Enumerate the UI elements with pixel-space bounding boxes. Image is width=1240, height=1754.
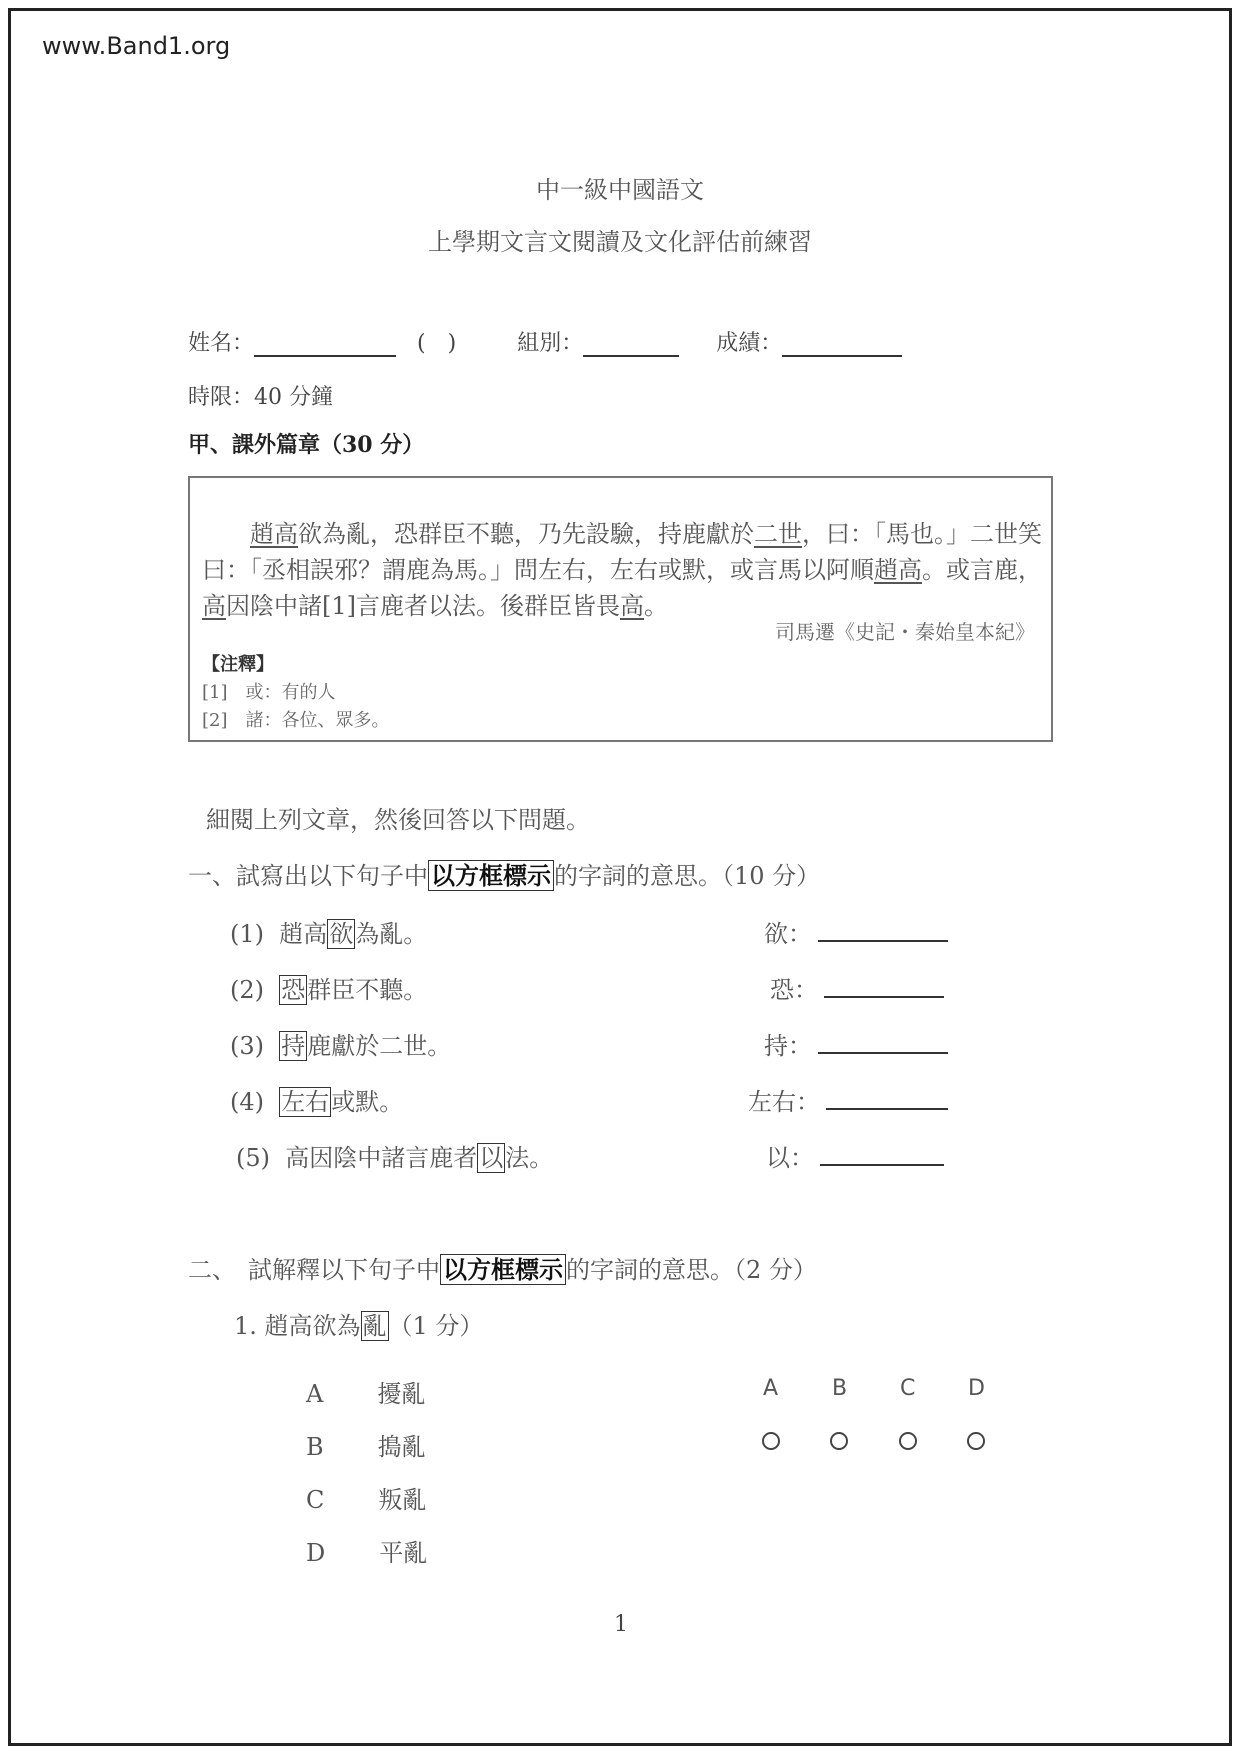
option-c: [306, 1480, 426, 1515]
option-letter: C: [306, 1486, 325, 1514]
answer-bubble-d[interactable]: [967, 1432, 985, 1450]
option-text: 叛亂: [378, 1486, 427, 1514]
passage-box: [188, 476, 1053, 742]
answer-header-b: B: [832, 1376, 848, 1401]
sub-pre: 1. 趙高欲為: [234, 1312, 361, 1340]
question-2-prompt: [188, 1250, 817, 1285]
item-post: 群臣不聽。: [307, 976, 428, 1004]
option-a: [306, 1374, 425, 1409]
q1-item-5: [236, 1138, 553, 1173]
option-letter: B: [306, 1433, 324, 1461]
answer-header-c: C: [900, 1376, 916, 1401]
title-line2: 上學期文言文閱讀及文化評估前練習: [428, 228, 812, 256]
sub-post: （1 分）: [388, 1312, 484, 1340]
answer-bubble-c[interactable]: [899, 1432, 917, 1450]
item-post: 或默。: [331, 1088, 404, 1116]
answer-label: 左右：: [748, 1088, 820, 1116]
section-a-heading: 甲、課外篇章（30 分）: [188, 432, 425, 458]
name-er-shi: 二世: [754, 520, 802, 548]
answer-bubble-a[interactable]: [762, 1432, 780, 1450]
item-post: 法。: [505, 1144, 554, 1172]
q1-item-2: [230, 970, 427, 1005]
group-field[interactable]: [583, 355, 679, 357]
answer-line[interactable]: [818, 938, 948, 942]
item-boxed-word: 以: [479, 1144, 504, 1172]
question-1-prompt: [188, 856, 820, 891]
q1-item-4: [230, 1082, 403, 1117]
instruction: 細閱上列文章，然後回答以下問題。: [206, 806, 590, 834]
q1-answer-5: [766, 1138, 944, 1173]
class-number-paren: ( ): [417, 331, 457, 356]
name-gao: 高: [620, 592, 644, 620]
q1-item-3: [230, 1026, 451, 1061]
item-post: 鹿獻於二世。: [307, 1032, 452, 1060]
option-text: 搗亂: [377, 1433, 426, 1461]
item-pre: 趙高: [279, 920, 328, 948]
q2-prefix: 二、 試解釋以下句子中: [188, 1256, 440, 1284]
answer-line[interactable]: [826, 1106, 948, 1110]
q1-answer-2: [770, 970, 944, 1005]
item-boxed-word: 持: [281, 1032, 306, 1060]
q1-answer-4: [748, 1082, 948, 1117]
item-number: (5): [236, 1144, 270, 1172]
option-text: 平亂: [379, 1539, 428, 1567]
title-line1: 中一級中國語文: [536, 176, 704, 204]
passage-seg: 。或言鹿，: [922, 556, 1042, 584]
q1-suffix: 的字詞的意思。（10 分）: [554, 862, 821, 890]
option-letter: A: [306, 1380, 324, 1408]
note-1: [1] 或：有的人: [202, 682, 336, 703]
sub-boxed-word: 亂: [362, 1312, 387, 1340]
answer-header-d: D: [968, 1376, 985, 1401]
option-d: [306, 1533, 427, 1568]
group-label: 組別：: [517, 331, 584, 356]
item-post: 為亂。: [355, 920, 428, 948]
answer-label: 以：: [766, 1144, 814, 1172]
name-zhao-gao: 趙高: [250, 520, 298, 548]
student-info-row: [188, 326, 902, 357]
option-b: [306, 1427, 426, 1462]
answer-header-a: A: [763, 1376, 779, 1401]
passage-seg: 欲為亂，恐群臣不聽，乃先設驗，持鹿獻於: [298, 520, 754, 548]
item-number: (4): [230, 1088, 264, 1116]
answer-label: 持：: [764, 1032, 812, 1060]
q1-item-1: [230, 914, 427, 949]
item-number: (2): [230, 976, 264, 1004]
item-boxed-word: 欲: [329, 920, 354, 948]
q2-boxed-text: 以方框標示: [440, 1254, 566, 1285]
option-letter: D: [306, 1539, 326, 1567]
watermark: www.Band1.org: [42, 32, 231, 60]
name-label: 姓名：: [188, 331, 255, 356]
passage-seg: 因陰中諸[1]言鹿者以法。後群臣皆畏: [226, 592, 620, 620]
answer-line[interactable]: [818, 1050, 948, 1054]
notes-heading: 【注釋】: [202, 654, 274, 675]
name-field[interactable]: [254, 355, 396, 357]
passage-seg: ，曰：「馬也。」二世笑曰：「丞相誤邪？謂鹿為馬。」問左右，左右或默，或言馬以阿順: [202, 520, 1042, 584]
name-zhao-gao: 趙高: [874, 556, 922, 584]
answer-bubble-b[interactable]: [830, 1432, 848, 1450]
answer-label: 欲：: [764, 920, 812, 948]
name-gao: 高: [202, 592, 226, 620]
passage-text: [202, 516, 1042, 624]
item-boxed-word: 左右: [281, 1088, 330, 1116]
q2-suffix: 的字詞的意思。（2 分）: [566, 1256, 817, 1284]
q1-boxed-text: 以方框標示: [428, 860, 554, 891]
q1-answer-3: [764, 1026, 948, 1061]
score-label: 成績：: [716, 331, 783, 356]
answer-line[interactable]: [824, 994, 944, 998]
page-number: 1: [614, 1612, 628, 1637]
q2-subquestion-1: [234, 1306, 483, 1341]
q1-answer-1: [764, 914, 948, 949]
item-number: (3): [230, 1032, 264, 1060]
note-2: [2] 諸：各位、眾多。: [202, 710, 390, 731]
score-field[interactable]: [782, 355, 902, 357]
answer-line[interactable]: [820, 1162, 944, 1166]
item-pre: 高因陰中諸言鹿者: [285, 1144, 478, 1172]
passage-seg: 。: [644, 592, 668, 620]
q1-prefix: 一、試寫出以下句子中: [188, 862, 428, 890]
passage-source: 司馬遷《史記・秦始皇本紀》: [775, 620, 1035, 644]
answer-label: 恐：: [770, 976, 818, 1004]
item-number: (1): [230, 920, 264, 948]
option-text: 擾亂: [377, 1380, 426, 1408]
time-limit: 時限：40 分鐘: [188, 385, 333, 410]
item-boxed-word: 恐: [281, 976, 306, 1004]
